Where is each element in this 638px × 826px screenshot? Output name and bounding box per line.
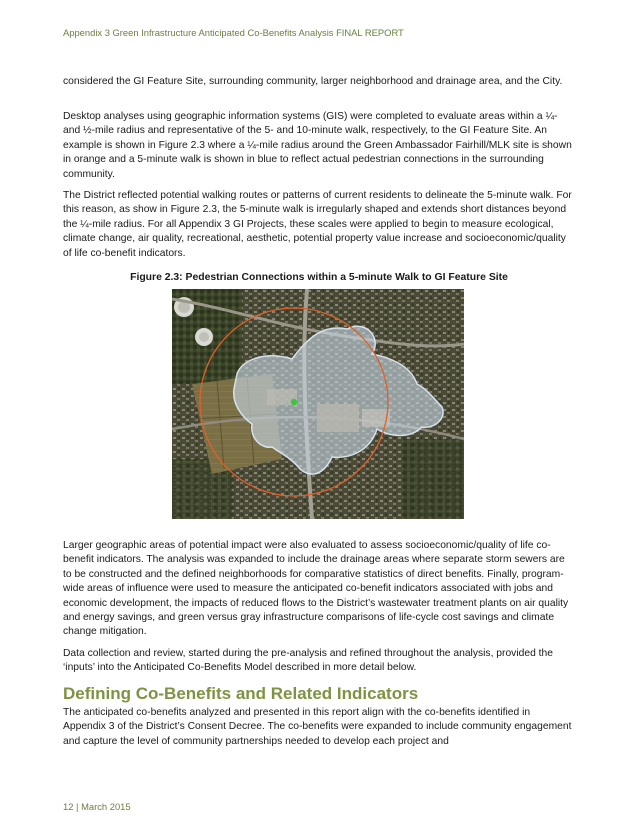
- body-paragraph: The District reflected potential walking routes or patterns of current residents to delineate the 5-minute walk. For this reason, as show in Figure 2.3, the 5-minute walk is irregularly shaped and extends short distances beyond the ¼-mile radius. For all Appendix 3 GI Projects, these scales were applied to begin to measure ecological, climate change, air quality, recreational, aesthetic, potential property value increase and socioeconomic/quality of life co-benefit indicators.: [63, 190, 572, 259]
- page-footer: 12 | March 2015: [63, 801, 131, 812]
- figure-caption: Figure 2.3: Pedestrian Connections within a 5-minute Walk to GI Feature Site: [130, 272, 508, 283]
- body-paragraph: Larger geographic areas of potential impact were also evaluated to assess socioeconomic/quality of life co-benefit indicators. The analysis was expanded to include the drainage areas where separate storm sewers are to be constructed and the defined neighborhoods for comparative statistics of direct benefits. Finally, program-wide areas of influence were used to measure the anticipated co-benefit indicators associated with jobs and economic development, the impacts of reduced flows to the District’s wastewater treatment plants on air quality and energy savings, and green versus gray infrastructure comparisons of life-cycle cost savings and climate change mitigation.: [63, 540, 569, 638]
- body-paragraph: Data collection and review, started during the pre-analysis and refined throughout the analysis, provided the ‘inputs’ into the Anticipated Co-Benefits Model described in more detail below.: [63, 648, 553, 674]
- running-header: Appendix 3 Green Infrastructure Anticipated Co-Benefits Analysis FINAL REPORT: [63, 27, 404, 38]
- aerial-map-image: [172, 289, 464, 519]
- section-heading: Defining Co-Benefits and Related Indicators: [63, 684, 419, 703]
- body-paragraph: considered the GI Feature Site, surrounding community, larger neighborhood and drainage area, and the City.: [63, 76, 563, 87]
- section-body-paragraph: The anticipated co-benefits analyzed and presented in this report align with the co-benefits identified in Appendix 3 of the District’s Consent Decree. The co-benefits were expanded to include community engagement and capture the level of community partnerships needed to develop each project and: [63, 707, 572, 747]
- aerial-map-figure: [172, 289, 464, 519]
- body-paragraph: Desktop analyses using geographic information systems (GIS) were completed to evaluate areas within a ¼- and ½-mile radius and representative of the 5- and 10-minute walk, respectively, to the GI Feature Site. An example is shown in Figure 2.3 where a ¼-mile radius around the Green Ambassador Fairhill/MLK site is shown in orange and a 5-minute walk is shown in blue to reflect actual pedestrian connections in the surrounding community.: [63, 111, 572, 180]
